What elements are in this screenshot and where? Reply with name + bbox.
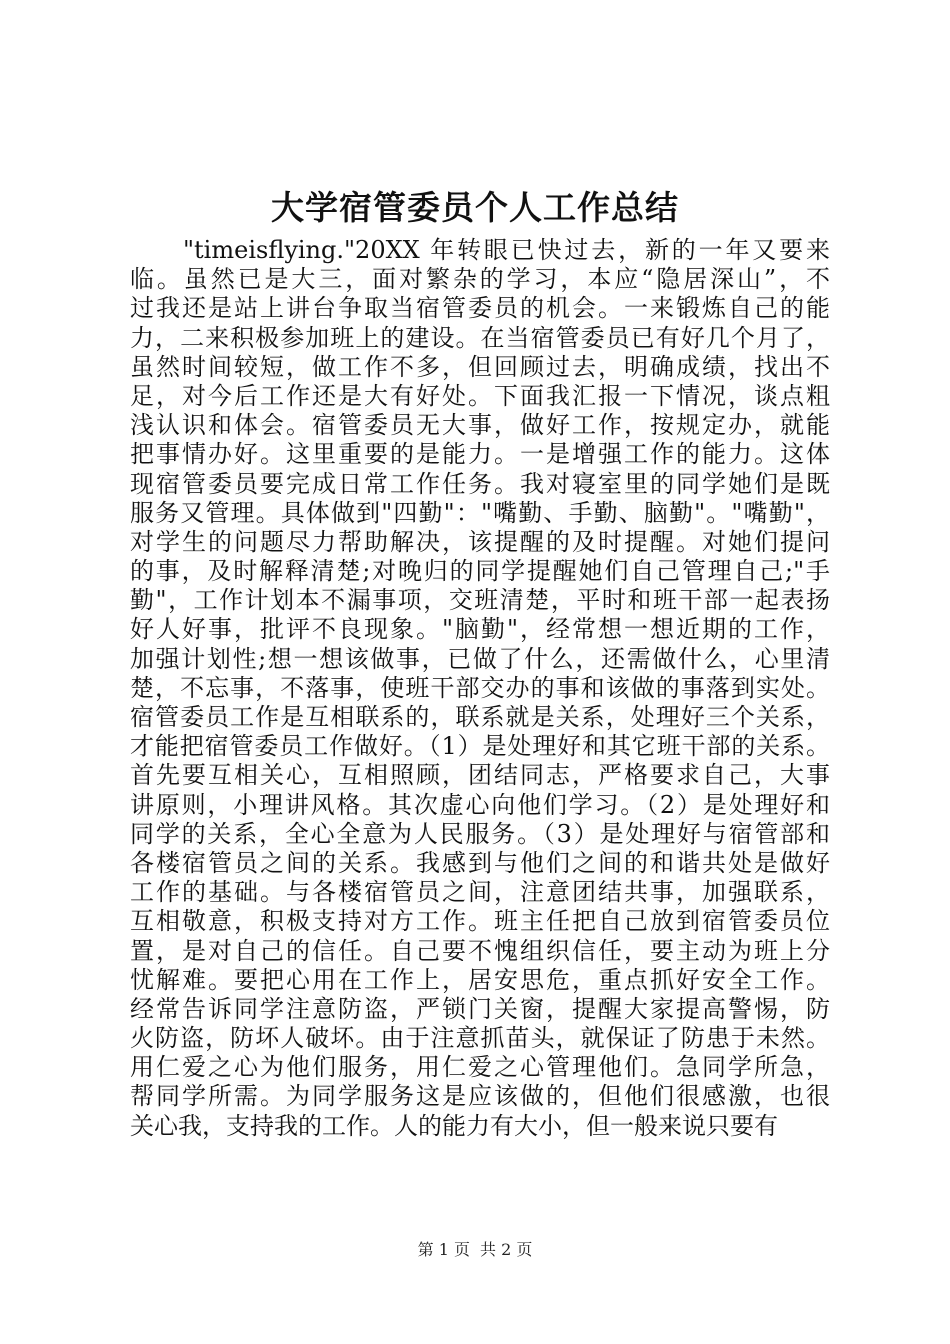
body-line: 帮同学所需。为同学服务这是应该做的，但他们很感激，也很	[130, 1082, 830, 1111]
body-line: 服务又管理。具体做到"四勤"："嘴勤、手勤、脑勤"。"嘴勤"，	[130, 498, 830, 527]
body-line: 互相敬意，积极支持对方工作。班主任把自己放到宿管委员位	[130, 907, 830, 936]
body-line: 力，二来积极参加班上的建设。在当宿管委员已有好几个月了，	[130, 323, 830, 352]
body-line: 火防盗，防坏人破坏。由于注意抓苗头，就保证了防患于未然。	[130, 1024, 830, 1053]
body-line: 好人好事，批评不良现象。"脑勤"，经常想一想近期的工作，	[130, 615, 830, 644]
document-body	[130, 236, 830, 1141]
page-footer	[0, 1240, 950, 1260]
document-title: 大学宿管委员个人工作总结	[271, 188, 679, 227]
body-line: 宿管委员工作是互相联系的，联系就是关系，处理好三个关系，	[130, 703, 830, 731]
body-line: 各楼宿管员之间的关系。我感到与他们之间的和谐共处是做好	[130, 848, 830, 877]
body-line: 忧解难。要把心用在工作上，居安思危，重点抓好安全工作。	[130, 965, 830, 994]
page-number: 第 1 页	[417, 1240, 470, 1259]
body-line: 把事情办好。这里重要的是能力。一是增强工作的能力。这体	[130, 440, 830, 469]
body-line: 首先要互相关心，互相照顾，团结同志，严格要求自己，大事	[130, 761, 830, 790]
body-line: 过我还是站上讲台争取当宿管委员的机会。一来锻炼自己的能	[130, 294, 830, 323]
body-line: 对学生的问题尽力帮助解决，该提醒的及时提醒。对她们提问	[130, 527, 830, 556]
body-line: 同学的关系，全心全意为人民服务。（3）是处理好与宿管部和	[130, 819, 830, 848]
body-line: 才能把宿管委员工作做好。（1）是处理好和其它班干部的关系。	[130, 732, 830, 761]
body-line: 虽然时间较短，做工作不多，但回顾过去，明确成绩，找出不	[130, 352, 830, 381]
page-total: 共 2 页	[480, 1240, 533, 1259]
body-line: 关心我，支持我的工作。人的能力有大小，但一般来说只要有	[130, 1111, 778, 1140]
body-line: 用仁爱之心为他们服务，用仁爱之心管理他们。急同学所急，	[130, 1053, 830, 1082]
body-line: 现宿管委员要完成日常工作任务。我对寝室里的同学她们是既	[130, 469, 830, 498]
body-line: 加强计划性;想一想该做事，已做了什么，还需做什么，心里清	[130, 644, 830, 673]
body-line: 的事，及时解释清楚;对晚归的同学提醒她们自己管理自己;"手	[130, 557, 830, 586]
body-line: 足，对今后工作还是大有好处。下面我汇报一下情况，谈点粗	[130, 381, 830, 410]
body-line: 工作的基础。与各楼宿管员之间，注意团结共事，加强联系，	[130, 878, 830, 907]
body-line: 浅认识和体会。宿管委员无大事，做好工作，按规定办，就能	[130, 411, 830, 440]
body-line: 经常告诉同学注意防盗，严锁门关窗，提醒大家提高警惕，防	[130, 994, 830, 1023]
body-line: 勤"，工作计划本不漏事项，交班清楚，平时和班干部一起表扬	[130, 586, 830, 615]
body-line: 临。虽然已是大三，面对繁杂的学习，本应“隐居深山”，不	[130, 265, 830, 294]
body-line: 楚，不忘事，不落事，使班干部交办的事和该做的事落到实处。	[130, 673, 830, 702]
body-line: 置，是对自己的信任。自己要不愧组织信任，要主动为班上分	[130, 936, 830, 965]
body-line: "timeisflying."20XX 年转眼已快过去，新的一年又要来	[183, 236, 830, 264]
body-line: 讲原则，小理讲风格。其次虚心向他们学习。（2）是处理好和	[130, 790, 830, 819]
